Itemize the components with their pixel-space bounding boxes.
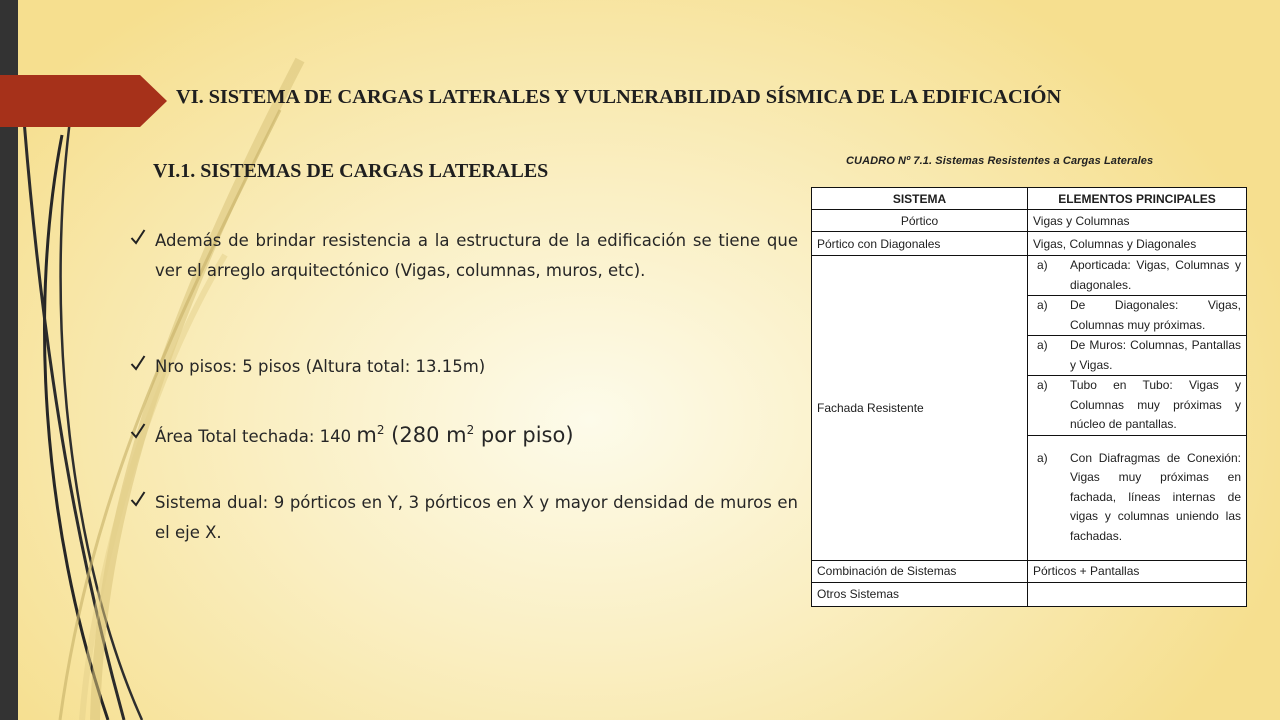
- table-row: [812, 232, 1247, 256]
- section-subtitle: VI.1. SISTEMAS DE CARGAS LATERALES: [153, 160, 549, 182]
- table-row: [812, 256, 1247, 296]
- table-cell: [1028, 435, 1247, 560]
- table-row: [812, 582, 1247, 606]
- table-cell: Vigas y Columnas: [1028, 210, 1247, 232]
- table-cell-fachada: Fachada Resistente: [812, 256, 1028, 561]
- checkmark-icon: [130, 227, 146, 247]
- bullet-text: Área Total techada: 140: [155, 427, 357, 446]
- table-cell: Pórtico: [812, 210, 1028, 232]
- table-cell: [1028, 256, 1247, 296]
- list-marker: a): [1037, 378, 1048, 392]
- checkmark-icon: [130, 353, 146, 373]
- checkmark-icon: [130, 421, 146, 441]
- bullet-item: [130, 352, 798, 382]
- unit-m: m: [356, 423, 377, 447]
- table-cell: [1028, 336, 1247, 376]
- table-header: SISTEMA: [812, 188, 1028, 210]
- sub-item-text: Con Diafragmas de Conexión: Vigas muy próximas en fachada, líneas internas de vigas y columnas uniendo las fachadas.: [1070, 450, 1241, 543]
- bullet-item: [130, 226, 798, 286]
- table-caption: CUADRO Nº 7.1. Sistemas Resistentes a Cargas Laterales: [846, 155, 1154, 167]
- bullet-text: Nro pisos: 5 pisos (Altura total: 13.15m): [155, 357, 486, 376]
- exponent: 2: [376, 423, 385, 437]
- bullet-text: Sistema dual: 9 pórticos en Y, 3 pórticos en X y mayor densidad de muros en el eje X.: [155, 493, 798, 542]
- table-cell: Pórtico con Diagonales: [812, 232, 1028, 256]
- title-arrow-banner: [0, 75, 167, 127]
- list-marker: a): [1037, 450, 1048, 465]
- list-marker: a): [1037, 258, 1048, 272]
- sub-item-text: Aporticada: Vigas, Columnas y diagonales.: [1070, 258, 1241, 292]
- exponent: 2: [466, 423, 475, 437]
- bullet-text: Además de brindar resistencia a la estructura de la edificación se tiene que ver el arreglo arquitectónico (Vigas, columnas, muros, etc).: [155, 231, 798, 280]
- bullet-item: [130, 488, 798, 548]
- table-cell: Combinación de Sistemas: [812, 560, 1028, 582]
- sub-item-text: De Muros: Columnas, Pantallas y Vigas.: [1070, 338, 1241, 372]
- list-marker: a): [1037, 298, 1048, 312]
- table-cell: [1028, 296, 1247, 336]
- checkmark-icon: [130, 489, 146, 509]
- table-header-row: [812, 188, 1247, 210]
- bullet-text-mid: (280 m: [384, 423, 467, 447]
- table-cell: Vigas, Columnas y Diagonales: [1028, 232, 1247, 256]
- table-row: [812, 560, 1247, 582]
- systems-table: [811, 187, 1247, 607]
- sub-item-text: Tubo en Tubo: Vigas y Columnas muy próximas y núcleo de pantallas.: [1070, 378, 1241, 431]
- table-cell: [1028, 376, 1247, 436]
- list-marker: a): [1037, 338, 1048, 352]
- table-cell: Pórticos + Pantallas: [1028, 560, 1247, 582]
- table-row: [812, 210, 1247, 232]
- bullet-text-end: por piso): [474, 423, 574, 447]
- sub-item-text: De Diagonales: Vigas, Columnas muy próximas.: [1070, 298, 1241, 332]
- slide-title: VI. SISTEMA DE CARGAS LATERALES Y VULNERABILIDAD SÍSMICA DE LA EDIFICACIÓN: [176, 86, 1062, 108]
- bullet-item: [130, 420, 798, 452]
- table-cell: [1028, 582, 1247, 606]
- table-header: ELEMENTOS PRINCIPALES: [1028, 188, 1247, 210]
- table-cell: Otros Sistemas: [812, 582, 1028, 606]
